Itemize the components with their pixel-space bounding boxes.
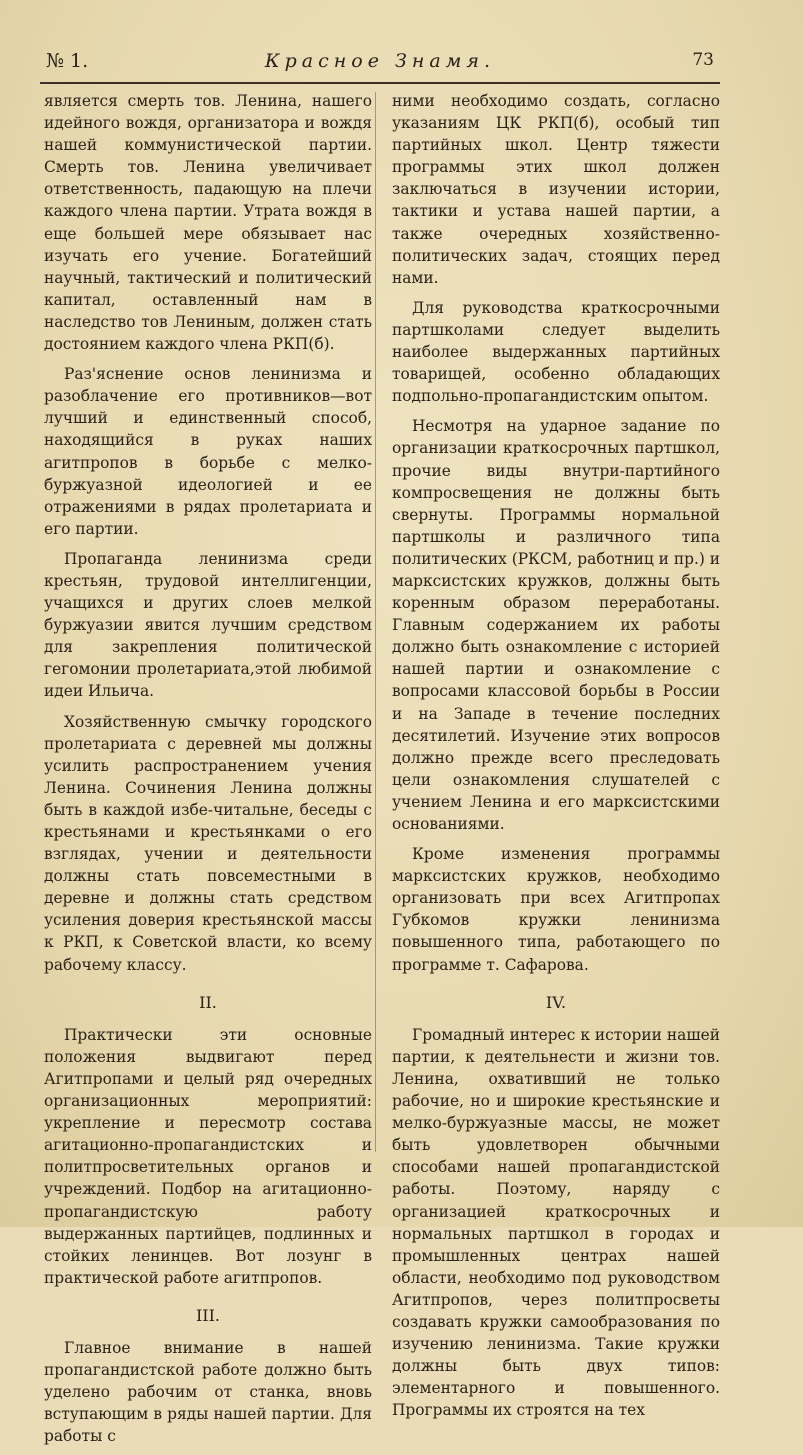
left-column bbox=[44, 90, 372, 1455]
section-heading-3: III. bbox=[195, 1305, 221, 1325]
paragraph: Хозяйственную смычку городского пролетариата с деревней мы должны усилить распространением учения Ленина. Сочинения Ленина должны быть в каждой избе-читальне, беседы с крестьянами и крестьянками о его взглядах, учении и деятельности должны стать повсеместными в деревне и должны стать средством усиления доверия крестьянской массы к РКП, к Советской власти, ко всему рабочему классу. bbox=[44, 712, 372, 974]
journal-title: Красное Знамя. bbox=[264, 50, 496, 72]
section-heading-4: IV. bbox=[545, 992, 567, 1012]
page-number: 73 bbox=[692, 50, 714, 70]
column-divider bbox=[375, 92, 376, 1152]
paragraph: Громадный интерес к истории нашей партии, к деятельнести и жизни тов. Ленина, охвативший не только рабочие, но и широкие крестьянские и мелко-буржуазные массы, не может быть удовлетворен обычными способами нашей пропагандистской работы. Поэтому, наряду с организацией краткосрочных и нормальных партшкол в городах и промышленных центрах нашей области, необходимо под руководством Агитпропов, через политпросветы создавать кружки самообразования по изучению ленинизма. Такие кружки должны быть двух типов: элементарного и повышенного. Программы их строятся на тех bbox=[392, 1025, 720, 1420]
paragraph: Главное внимание в нашей пропагандистской работе должно быть уделено рабочим от станка, вновь вступающим в ряды нашей партии. Для работы с bbox=[44, 1338, 372, 1446]
paragraph: Пропаганда ленинизма среди крестьян, трудовой интеллигенции, учащихся и других слоев мелкой буржуазии явится лучшим средством для закрепления политической гегомонии пролетариата,этой любимой идеи Ильича. bbox=[44, 549, 372, 701]
paragraph: Раз'яснение основ ленинизма и разоблачение его противников—вот лучший и единственный способ, находящийся в руках наших агитпропов в борьбе с мелко-буржуазной идеологией и ее отражениями в рядах пролетариата и его партии. bbox=[44, 365, 372, 538]
paragraph: Кроме изменения программы марксистских кружков, необходимо организовать при всех Агитпропах Губкомов кружки ленинизма повышенного типа, работающего по программе т. Сафарова. bbox=[392, 845, 720, 974]
paragraph: Для руководства краткосрочными партшколами следует выделить наиболее выдержанных партийных товарищей, особенно обладающих подпольно-пропагандистским опытом. bbox=[392, 298, 720, 406]
paragraph: Практически эти основные положения выдвигают перед Агитпропами и целый ряд очередных организационных мероприятий: укрепление и пересмотр состава агитационно-пропагандистских и политпросветительных органов и учреждений. Подбор на агитационно-пропагандистскую работу выдержанных партийцев, подлинных и стойких ленинцев. Вот лозунг в практической работе агитпропов. bbox=[44, 1025, 372, 1287]
paragraph: ними необходимо создать, согласно указаниям ЦК РКП(б), особый тип партийных школ. Центр тяжести программы этих школ должен заключаться в изучении истории, тактики и устава нашей партии, а также очередных хозяйственно-политических задач, стоящих перед нами. bbox=[392, 92, 720, 287]
section-heading-2: II. bbox=[199, 992, 217, 1012]
paragraph: является смерть тов. Ленина, нашего идейного вождя, организатора и вождя нашей коммунистической партии. Смерть тов. Ленина увеличивает ответственность, падающую на плечи каждого члена партии. Утрата вождя в еще большей мере обязывает нас изучать его учение. Богатейший научный, тактический и политический капитал, оставленный нам в наследство тов Лениным, должен стать достоянием каждого члена РКП(б). bbox=[44, 92, 372, 354]
right-column bbox=[392, 90, 720, 1429]
paragraph: Несмотря на ударное задание по организации краткосрочных партшкол, прочие виды внутри-партийного компросвещения не должны быть свернуты. Программы нормальной партшколы и различного типа политических (РКСМ, работниц и пр.) и марксистских кружков, должны быть коренным образом переработаны. Главным содержанием их работы должно быть ознакомление с историей нашей партии и ознакомление с вопросами классовой борьбы в России и на Западе в течение последних десятилетий. Изучение этих вопросов должно прежде всего преследовать цели ознакомления слушателей с учением Ленина и его марксистскими основаниями. bbox=[392, 417, 720, 833]
issue-number: № 1. bbox=[46, 50, 89, 72]
page-header bbox=[40, 48, 720, 84]
